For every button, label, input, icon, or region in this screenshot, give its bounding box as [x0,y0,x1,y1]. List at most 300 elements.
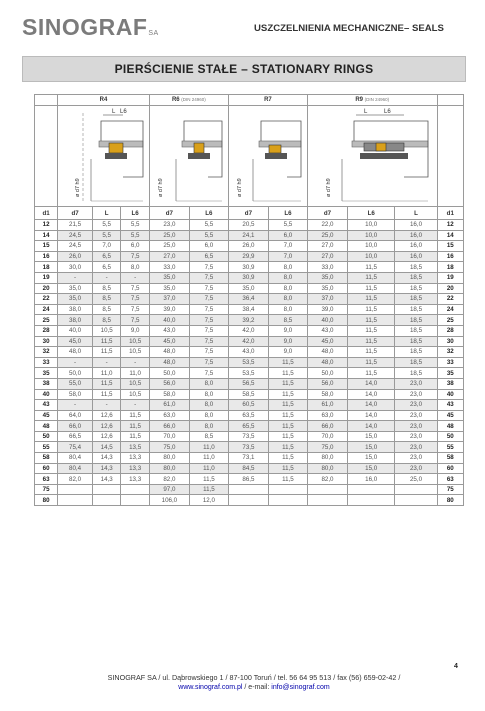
diameter-cell: 32 [35,347,58,358]
table-row [35,325,464,336]
value-cell: 11,5 [121,410,149,421]
value-cell: 14,3 [92,474,120,485]
diameter-cell: 28 [35,325,58,336]
value-cell: 18,5 [395,304,437,315]
value-cell: 25,0 [307,230,347,241]
value-cell: 10,0 [347,230,394,241]
table-row [35,220,464,231]
value-cell: - [121,272,149,283]
diameter-cell: 12 [35,220,58,231]
value-cell: 11,0 [189,442,228,453]
value-cell: 18,5 [395,294,437,305]
value-cell: 24,5 [58,230,93,241]
dim-label-d7-r9: ø d7 h9 [326,178,333,197]
value-cell: 7,5 [121,251,149,262]
value-cell: 11,5 [268,442,307,453]
value-cell: 23,0 [395,431,437,442]
value-cell: 106,0 [149,495,189,506]
value-cell: 10,5 [92,325,120,336]
diameter-cell: 43 [35,400,58,411]
value-cell: 12,6 [92,431,120,442]
page-number: 4 [454,663,458,670]
value-cell: 29,9 [228,251,268,262]
value-cell: 23,0 [395,442,437,453]
value-cell [92,484,120,495]
value-cell [395,484,437,495]
value-cell: 82,0 [58,474,93,485]
value-cell: 11,5 [347,304,394,315]
value-cell: 37,0 [149,294,189,305]
value-cell: 7,0 [268,241,307,252]
drawing-r9 [307,106,437,207]
value-cell: 8,0 [268,272,307,283]
table-row [35,272,464,283]
diameter-cell: 38 [437,378,463,389]
value-cell: 8,0 [268,304,307,315]
value-cell: 8,5 [92,304,120,315]
value-cell: 70,0 [307,431,347,442]
value-cell: 39,2 [228,315,268,326]
value-cell: 8,5 [189,431,228,442]
diameter-cell: 30 [35,336,58,347]
value-cell: 10,5 [121,389,149,400]
drawing-r6 [149,106,228,207]
value-cell: 14,0 [347,410,394,421]
value-cell: 11,5 [268,431,307,442]
dim-label-d7-r6: ø d7 h9 [157,178,164,197]
value-cell: 80,0 [149,463,189,474]
value-cell: 11,5 [347,294,394,305]
value-cell: 23,0 [149,220,189,231]
col-header: d7 [307,207,347,220]
table-row [35,241,464,252]
value-cell: 11,5 [268,357,307,368]
value-cell: 7,0 [268,251,307,262]
value-cell: 14,3 [92,463,120,474]
value-cell: 40,0 [58,325,93,336]
diameter-cell: 38 [35,378,58,389]
value-cell [121,495,149,506]
value-cell: 10,0 [347,220,394,231]
value-cell: 18,5 [395,368,437,379]
value-cell: 15,0 [347,463,394,474]
value-cell: 10,5 [121,336,149,347]
value-cell: 11,5 [347,336,394,347]
value-cell: 35,0 [58,294,93,305]
table-row [35,484,464,495]
group-header-row [35,95,464,106]
diameter-cell: 63 [437,474,463,485]
value-cell [228,484,268,495]
diameter-cell: 33 [35,357,58,368]
value-cell: 75,4 [58,442,93,453]
drawing-r7 [228,106,307,207]
value-cell: 26,0 [58,251,93,262]
value-cell: 11,5 [268,400,307,411]
value-cell: 48,0 [149,347,189,358]
value-cell: 10,5 [121,378,149,389]
value-cell: 8,0 [189,378,228,389]
col-header: L [92,207,120,220]
table-row [35,495,464,506]
value-cell: 66,0 [307,421,347,432]
value-cell: 11,0 [189,453,228,464]
company-logo: SINOGRAFSA [22,14,159,40]
table-row [35,463,464,474]
value-cell: 7,0 [92,241,120,252]
value-cell: 8,0 [268,283,307,294]
value-cell: 15,0 [347,442,394,453]
value-cell: 73,5 [228,431,268,442]
value-cell: 21,5 [58,220,93,231]
value-cell: 58,0 [58,389,93,400]
diameter-cell: 55 [35,442,58,453]
diameter-cell: 63 [35,474,58,485]
diameter-cell: 48 [437,421,463,432]
value-cell: 11,5 [121,421,149,432]
value-cell: 16,0 [395,241,437,252]
diameter-cell: 16 [35,251,58,262]
value-cell: 15,0 [347,431,394,442]
col-header: d1 [35,207,58,220]
value-cell: 70,0 [149,431,189,442]
value-cell: 66,5 [58,431,93,442]
footer-address: SINOGRAF SA / ul. Dąbrowskiego 1 / 87-100 Toruń / tel. 56 64 95 513 / fax (56) 659-02-42 / [107,673,401,682]
page-title-bar [22,56,466,82]
table-row [35,230,464,241]
value-cell: 80,4 [58,463,93,474]
diameter-cell: 20 [437,283,463,294]
value-cell [395,495,437,506]
value-cell: 6,0 [189,241,228,252]
diameter-cell: 16 [437,251,463,262]
value-cell: 43,0 [149,325,189,336]
value-cell: 30,0 [58,262,93,273]
value-cell: 11,5 [347,262,394,273]
value-cell: 35,0 [307,283,347,294]
value-cell: 8,0 [189,389,228,400]
value-cell: 86,5 [228,474,268,485]
drawing-row [35,106,464,207]
value-cell: 35,0 [149,283,189,294]
diameter-cell: 55 [437,442,463,453]
value-cell: - [121,357,149,368]
value-cell: 5,5 [189,230,228,241]
value-cell: 42,0 [228,336,268,347]
value-cell: 5,5 [92,230,120,241]
value-cell: 12,6 [92,421,120,432]
value-cell: 11,5 [268,368,307,379]
value-cell: - [121,400,149,411]
value-cell: 8,0 [268,262,307,273]
dim-label-d7-r7: ø d7 h9 [236,178,243,197]
col-header: L6 [121,207,149,220]
value-cell: 8,5 [92,315,120,326]
table-row [35,378,464,389]
value-cell: 25,0 [149,230,189,241]
value-cell: 38,0 [58,304,93,315]
value-cell: 80,4 [58,453,93,464]
value-cell: 56,0 [149,378,189,389]
value-cell: 40,0 [307,315,347,326]
value-cell: 30,9 [228,272,268,283]
diameter-cell: 22 [35,294,58,305]
value-cell: 48,0 [307,357,347,368]
value-cell: 63,0 [149,410,189,421]
value-cell: 9,0 [268,336,307,347]
value-cell: 56,5 [228,378,268,389]
value-cell: 80,0 [149,453,189,464]
diameter-cell: 40 [437,389,463,400]
value-cell: 6,5 [92,251,120,262]
value-cell: 66,0 [149,421,189,432]
col-header: d1 [437,207,463,220]
diameter-cell: 25 [35,315,58,326]
value-cell: 8,0 [189,400,228,411]
footer-website-link[interactable]: www.sinograf.com.pl [178,684,243,691]
value-cell: 37,0 [307,294,347,305]
value-cell: 25,0 [149,241,189,252]
value-cell: 7,5 [189,347,228,358]
value-cell: 27,0 [307,251,347,262]
col-header: L6 [347,207,394,220]
value-cell: 5,5 [189,220,228,231]
value-cell: 9,0 [268,347,307,358]
value-cell: 18,5 [395,336,437,347]
page-title: PIERŚCIENIE STAŁE – STATIONARY RINGS [114,62,374,76]
group-r7: R7 [228,95,307,106]
value-cell [347,495,394,506]
table-row [35,357,464,368]
value-cell: 13,3 [121,463,149,474]
value-cell: 6,5 [92,262,120,273]
value-cell: 33,0 [307,262,347,273]
value-cell: 6,5 [189,251,228,262]
value-cell: 11,5 [347,357,394,368]
value-cell: 23,0 [395,378,437,389]
value-cell: 15,0 [347,453,394,464]
value-cell: 9,0 [268,325,307,336]
group-r9: R9 (DIN 24960) [307,95,437,106]
value-cell: 11,0 [121,368,149,379]
table-row [35,251,464,262]
value-cell: - [58,272,93,283]
value-cell: 16,0 [395,230,437,241]
value-cell: 7,5 [189,304,228,315]
diameter-cell: 45 [35,410,58,421]
value-cell: 14,0 [347,400,394,411]
value-cell: 16,0 [347,474,394,485]
value-cell: 64,0 [58,410,93,421]
table-row [35,347,464,358]
value-cell: 18,5 [395,357,437,368]
col-header: L [395,207,437,220]
value-cell: 58,0 [307,389,347,400]
diameter-cell: 80 [35,495,58,506]
value-cell: 56,0 [307,378,347,389]
value-cell: 24,1 [228,230,268,241]
value-cell [228,495,268,506]
diameter-cell: 35 [437,368,463,379]
value-cell: 35,0 [228,283,268,294]
value-cell: 18,5 [395,315,437,326]
diameter-cell: 18 [35,262,58,273]
diameter-cell: 18 [437,262,463,273]
value-cell: 7,5 [121,294,149,305]
value-cell: 53,5 [228,357,268,368]
value-cell: 18,5 [395,272,437,283]
dim-label-d7-r4: ø d7 h9 [74,178,81,197]
corner-cell-right [437,95,463,106]
value-cell: 14,0 [347,389,394,400]
value-cell: 24,5 [58,241,93,252]
value-cell: 11,5 [347,347,394,358]
value-cell: 80,0 [307,453,347,464]
diameter-cell: 80 [437,495,463,506]
table-row [35,283,464,294]
dim-label-l-r9: L [364,109,368,115]
value-cell: 13,3 [121,453,149,464]
table-row [35,421,464,432]
footer-separator: / e-mail: [242,684,272,691]
diameter-cell: 24 [35,304,58,315]
value-cell [58,484,93,495]
table-row [35,453,464,464]
diameter-cell: 50 [35,431,58,442]
value-cell: 11,5 [347,283,394,294]
value-cell [307,495,347,506]
value-cell: 8,5 [92,283,120,294]
value-cell: 11,5 [121,431,149,442]
col-header: d7 [228,207,268,220]
value-cell: 11,5 [92,347,120,358]
value-cell: 23,0 [395,410,437,421]
value-cell: 11,5 [268,389,307,400]
value-cell: 26,0 [228,241,268,252]
value-cell: 45,0 [58,336,93,347]
value-cell: 11,5 [268,421,307,432]
value-cell: - [92,400,120,411]
value-cell: 11,5 [92,378,120,389]
table-row [35,410,464,421]
value-cell: 45,0 [307,336,347,347]
value-cell: 7,5 [189,336,228,347]
value-cell: 82,0 [149,474,189,485]
value-cell: 11,5 [268,474,307,485]
value-cell: 36,4 [228,294,268,305]
dim-label-l: L [111,109,115,115]
diameter-cell: 60 [437,463,463,474]
value-cell: 11,0 [92,368,120,379]
value-cell: 61,0 [307,400,347,411]
value-cell: 23,0 [395,453,437,464]
diameter-cell: 32 [437,347,463,358]
value-cell: 58,0 [149,389,189,400]
diameter-cell: 24 [437,304,463,315]
table-body [35,220,464,506]
value-cell: 8,0 [268,294,307,305]
value-cell: 10,5 [121,347,149,358]
value-cell: 5,5 [121,230,149,241]
diameter-cell: 28 [437,325,463,336]
diameter-cell: 12 [437,220,463,231]
group-r4: R4 [58,95,150,106]
diameter-cell: 15 [437,241,463,252]
value-cell: 30,9 [228,262,268,273]
value-cell: 14,3 [92,453,120,464]
value-cell [307,484,347,495]
value-cell: 82,0 [307,474,347,485]
footer-email-link[interactable]: info@sinograf.com [271,684,330,691]
diameter-cell: 30 [437,336,463,347]
value-cell: 50,0 [149,368,189,379]
value-cell: 7,5 [121,304,149,315]
diameter-cell: 58 [437,453,463,464]
value-cell: 75,0 [307,442,347,453]
value-cell: 12,6 [92,410,120,421]
drawing-right-spacer [437,106,463,207]
value-cell: 33,0 [149,262,189,273]
value-cell: 11,5 [268,453,307,464]
value-cell: 16,0 [395,251,437,262]
value-cell: 58,5 [228,389,268,400]
value-cell: 5,5 [268,220,307,231]
value-cell: 11,5 [347,325,394,336]
diameter-cell: 22 [437,294,463,305]
value-cell: 11,5 [92,336,120,347]
value-cell: 66,0 [58,421,93,432]
table-row [35,431,464,442]
value-cell: 8,5 [268,315,307,326]
value-cell: 97,0 [149,484,189,495]
header-category-title: USZCZELNIENIA MECHANICZNE– SEALS [254,23,444,34]
value-cell [347,484,394,495]
diameter-cell: 14 [35,230,58,241]
table-row [35,315,464,326]
value-cell: 7,5 [189,315,228,326]
value-cell [92,495,120,506]
value-cell: 18,5 [395,262,437,273]
value-cell: 11,5 [189,484,228,495]
value-cell: 42,0 [228,325,268,336]
value-cell: 23,0 [395,463,437,474]
value-cell: 11,5 [268,378,307,389]
value-cell: 38,4 [228,304,268,315]
value-cell: 45,0 [149,336,189,347]
value-cell [268,484,307,495]
value-cell: 7,5 [189,272,228,283]
stationary-rings-table [34,94,464,506]
dim-label-l6-r9: L6 [384,109,391,115]
value-cell: - [58,400,93,411]
value-cell: 13,3 [121,474,149,485]
table-row [35,389,464,400]
value-cell: 38,0 [58,315,93,326]
value-cell: 35,0 [307,272,347,283]
table-row [35,294,464,305]
value-cell: 11,5 [268,463,307,474]
value-cell [58,495,93,506]
value-cell: 40,0 [149,315,189,326]
value-cell: 8,0 [189,410,228,421]
value-cell: 11,5 [347,315,394,326]
value-cell: 18,5 [395,325,437,336]
value-cell: 63,0 [307,410,347,421]
value-cell: 8,0 [121,262,149,273]
drawing-r4 [58,106,150,207]
value-cell: 48,0 [58,347,93,358]
diameter-cell: 58 [35,453,58,464]
